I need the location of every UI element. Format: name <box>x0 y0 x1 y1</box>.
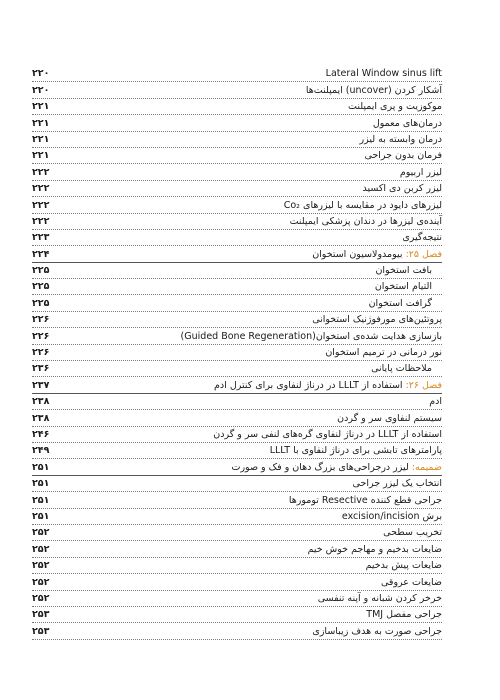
toc-entry-text: موکوزیت و پری ایمپلنت <box>348 101 442 113</box>
toc-entry-row <box>32 99 442 115</box>
toc-page-number: ۲۵۳ <box>32 625 50 637</box>
toc-page-number: ۲۴۹ <box>32 445 50 457</box>
toc-entry-row <box>32 279 442 295</box>
toc-entry-title <box>375 265 432 277</box>
toc-entry-title <box>312 249 442 261</box>
toc-page-number: ۲۲۱ <box>32 133 50 145</box>
toc-entry-text: پروتئین‌های مورفوژنیک استخوانی <box>312 314 442 326</box>
toc-entry-text: لیزر کربن دی اکسید <box>362 183 442 195</box>
toc-entry-title <box>232 462 443 474</box>
toc-entry-title <box>312 314 442 326</box>
toc-entry-text: جراحی قطع کننده Resective تومورها <box>288 494 442 506</box>
toc-entry-row <box>32 558 442 574</box>
toc-entry-text: ضایعات پیش بدخیم <box>365 560 442 572</box>
toc-entry-title <box>312 626 442 638</box>
toc-entry-text: تخریب سطحی <box>383 527 442 539</box>
toc-entry-title <box>375 281 432 293</box>
toc-entry-row <box>32 574 442 590</box>
toc-chapter-label: ضمیمه: <box>411 461 442 473</box>
toc-page-number: ۲۲۱ <box>32 150 50 162</box>
toc-entry-row <box>32 492 442 508</box>
toc-entry-title <box>353 478 442 490</box>
toc-entry-text: آینده‌ی لیزرها در دندان پزشکی ایمپلنت <box>289 215 442 227</box>
toc-page-number: ۲۲۱ <box>32 101 50 113</box>
toc-entry-row <box>32 607 442 623</box>
toc-entry-title <box>366 609 442 621</box>
toc-page-number: ۲۵۲ <box>32 576 50 588</box>
toc-entry-row <box>32 541 442 557</box>
toc-entry-title <box>342 511 442 523</box>
toc-entry-text: درمان‌های معمول <box>372 117 442 129</box>
toc-entry-title <box>289 495 442 507</box>
toc-entry-row <box>32 66 442 82</box>
toc-page-number: ۲۲۵ <box>32 297 50 309</box>
toc-page-number: ۲۵۱ <box>32 461 50 473</box>
toc-chapter-label: فصل ۲۵: <box>405 248 442 260</box>
toc-entry-text: لیزر اربیوم <box>399 166 442 178</box>
toc-entry-row <box>32 197 442 213</box>
toc-entry-row <box>32 214 442 230</box>
toc-entry-title <box>337 413 442 425</box>
toc-entry-text: پارامترهای تابشی برای درناژ لنفاوی با LLLT <box>269 445 442 457</box>
toc-entry-row <box>32 591 442 607</box>
toc-page-number: ۲۲۶ <box>32 347 50 359</box>
toc-entry-text: نتیجه‌گیری <box>402 232 442 244</box>
toc-entry-title <box>360 134 442 146</box>
toc-entry-text: جراحی صورت به هدف زیباسازی <box>312 625 442 637</box>
toc-page-number: ۲۳۷ <box>32 379 50 391</box>
toc-entry-text: Lateral Window sinus lift <box>325 68 442 80</box>
toc-page-number: ۲۲۶ <box>32 330 50 342</box>
toc-entry-title <box>429 396 442 408</box>
toc-page-number: ۲۲۵ <box>32 265 50 277</box>
toc-entry-title <box>348 101 442 113</box>
toc-entry-title <box>318 593 442 605</box>
toc-entry-title <box>369 298 432 310</box>
toc-page-number: ۲۲۶ <box>32 314 50 326</box>
toc-entry-title <box>284 200 442 212</box>
toc-entry-title <box>326 68 442 80</box>
toc-entry-text: انتخاب یک لیزر جراحی <box>352 478 442 490</box>
toc-entry-text: گرافت استخوان <box>368 297 432 309</box>
toc-page-number: ۲۳۸ <box>32 396 50 408</box>
toc-entry-row <box>32 312 442 328</box>
toc-page-number: ۲۵۱ <box>32 478 50 490</box>
toc-entry-title <box>363 183 442 195</box>
toc-entry-row <box>32 443 442 459</box>
toc-page-number: ۲۲۲ <box>32 215 50 227</box>
toc-chapter-row <box>32 246 442 262</box>
toc-entry-row <box>32 295 442 311</box>
toc-entry-text: استفاده از LLLT در درناژ لنفاوی برای کنترل ادم <box>214 379 403 391</box>
toc-entry-title <box>373 118 442 130</box>
toc-entry-text: بازسازی هدایت شده‌ی استخوان(Guided Bone Regeneration) <box>180 330 442 342</box>
toc-chapter-label: فصل ۲۶: <box>405 379 442 391</box>
toc-entry-row <box>32 132 442 148</box>
toc-entry-row <box>32 263 442 279</box>
toc-page-number: ۲۲۲ <box>32 199 50 211</box>
toc-entry-row <box>32 509 442 525</box>
toc-entry-text: استفاده از LLLT در درناژ لنفاوی گره‌های لنفی سر و گردن <box>213 428 442 440</box>
toc-entry-row <box>32 328 442 344</box>
toc-entry-title <box>381 577 442 589</box>
toc-page-number: ۲۲۰ <box>32 68 50 80</box>
toc-entry-text: بیومدولاسیون استخوان <box>312 248 403 260</box>
toc-entry-text: آشکار کردن (uncover) ایمپلنت‌ها <box>305 84 442 96</box>
toc-entry-text: سیستم لنفاوی سر و گردن <box>337 412 442 424</box>
toc-page-number: ۲۲۳ <box>32 232 50 244</box>
toc-entry-title <box>213 429 442 441</box>
toc-entry-text: لیزرهای دایود در مقایسه با لیزرهای Co₂ <box>283 199 442 211</box>
toc-page-number: ۲۳۶ <box>32 363 50 375</box>
toc-entry-text: نور درمانی در ترمیم استخوان <box>325 347 442 359</box>
toc-page-number: ۲۲۰ <box>32 84 50 96</box>
toc-entry-text: فرمان بدون جراحی <box>364 150 442 162</box>
toc-page-number: ۲۲۱ <box>32 117 50 129</box>
toc-page-number: ۲۵۳ <box>32 609 50 621</box>
toc-entry-text: ملاحظات پایانی <box>371 363 432 375</box>
toc-page-number: ۲۵۲ <box>32 543 50 555</box>
toc-entry-row <box>32 82 442 98</box>
toc-entry-text: ضایعات بدخیم و مهاجم خوش خیم <box>307 543 442 555</box>
toc-entry-text: بافت استخوان <box>375 265 432 277</box>
toc-entry-row <box>32 525 442 541</box>
toc-page-number: ۲۲۴ <box>32 248 50 260</box>
toc-entry-title <box>383 527 442 539</box>
toc-entry-title <box>400 167 442 179</box>
toc-entry-title <box>306 85 442 97</box>
toc-entry-title <box>214 380 442 392</box>
toc-entry-text: خرخر کردن شبانه و آپنه تنفسی <box>317 592 442 604</box>
toc-page-number: ۲۵۱ <box>32 494 50 506</box>
toc-entry-row <box>32 115 442 131</box>
toc-chapter-row <box>32 459 442 475</box>
toc-entry-row <box>32 164 442 180</box>
toc-entry-text: برش excision/incision <box>341 510 442 522</box>
toc-entry-text: التیام استخوان <box>374 281 432 293</box>
toc-entry-text: ادم <box>429 396 442 408</box>
toc-entry-row <box>32 394 442 410</box>
toc-entry-text: ضایعات عروقی <box>380 576 442 588</box>
toc-entry-title <box>181 331 442 343</box>
toc-page-number: ۲۴۶ <box>32 428 50 440</box>
toc-page-number: ۲۵۱ <box>32 510 50 522</box>
toc-page-number: ۲۲۲ <box>32 166 50 178</box>
toc-entry-row <box>32 345 442 361</box>
toc-entry-title <box>371 363 432 375</box>
toc-entry-row <box>32 427 442 443</box>
toc-entry-title <box>402 232 442 244</box>
toc-page-number: ۲۵۲ <box>32 527 50 539</box>
table-of-contents <box>32 66 442 640</box>
toc-page-number: ۲۲۲ <box>32 183 50 195</box>
toc-page-number: ۲۲۵ <box>32 281 50 293</box>
toc-entry-title <box>325 347 442 359</box>
toc-entry-title <box>364 150 442 162</box>
toc-entry-title <box>290 216 442 228</box>
toc-entry-row <box>32 148 442 164</box>
toc-entry-row <box>32 181 442 197</box>
toc-entry-row <box>32 410 442 426</box>
toc-entry-row <box>32 476 442 492</box>
toc-page-number: ۲۵۲ <box>32 560 50 572</box>
toc-entry-title <box>270 445 442 457</box>
toc-entry-text: درمان وابسته به لیزر <box>359 133 442 145</box>
toc-entry-row <box>32 361 442 377</box>
toc-entry-row <box>32 230 442 246</box>
toc-entry-title <box>308 544 442 556</box>
toc-chapter-row <box>32 377 442 393</box>
toc-entry-text: لیزر درجراحی‌های بزرگ دهان و فک و صورت <box>231 461 409 473</box>
toc-entry-text: جراحی مفصل TMJ <box>366 609 442 621</box>
toc-page-number: ۲۳۸ <box>32 412 50 424</box>
toc-entry-row <box>32 623 442 639</box>
toc-page-number: ۲۵۲ <box>32 592 50 604</box>
toc-entry-title <box>366 560 442 572</box>
